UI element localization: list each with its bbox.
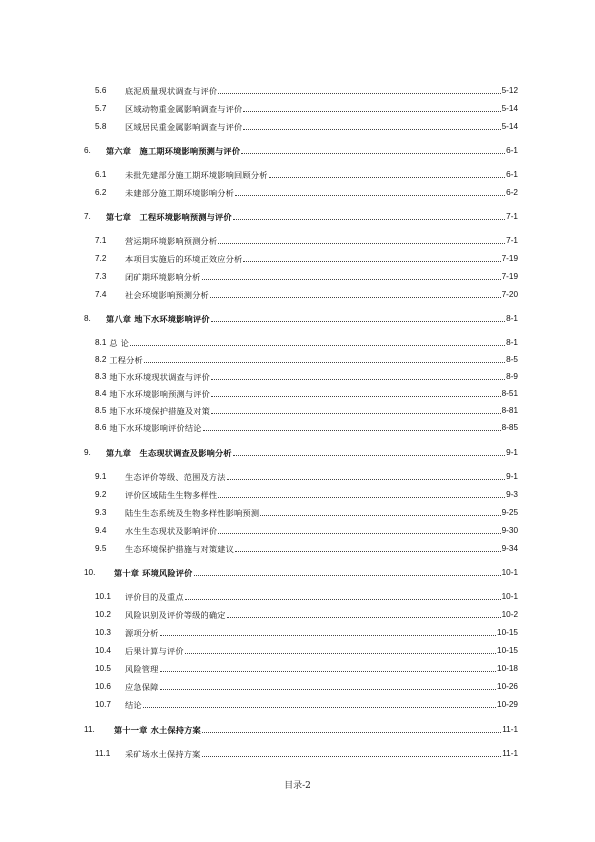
dot-leader (218, 92, 500, 94)
dot-leader (211, 320, 505, 322)
toc-entry-8-3[interactable] (84, 368, 518, 382)
dot-leader (210, 296, 501, 298)
toc-chapter-11[interactable] (84, 721, 518, 735)
dot-leader (218, 496, 505, 498)
toc-entry-11-1[interactable] (84, 745, 518, 759)
entry-number: 7.2 (95, 254, 107, 263)
entry-page: 10-1 (501, 592, 518, 601)
entry-number: 8.2 (95, 355, 107, 364)
toc-entry-9-4[interactable] (84, 522, 518, 536)
entry-page: 7-20 (501, 290, 518, 299)
toc-entry-10-1[interactable] (84, 588, 518, 602)
entry-title: 总 论 (109, 338, 129, 348)
dot-leader (233, 218, 505, 220)
chapter-title: 第九章 生态现状调查及影响分析 (106, 448, 232, 458)
entry-page: 8-1 (506, 314, 518, 323)
chapter-title: 第十章 环境风险评价 (114, 568, 193, 578)
dot-leader (160, 634, 496, 636)
toc-entry-10-3[interactable] (84, 624, 518, 638)
entry-page: 5-14 (501, 122, 518, 131)
toc-entry-9-5[interactable] (84, 540, 518, 554)
toc-chapter-6[interactable] (84, 142, 518, 156)
entry-number: 7.4 (95, 290, 107, 299)
entry-number: 9.4 (95, 526, 107, 535)
entry-number: 6.1 (95, 170, 107, 179)
entry-title: 社会环境影响预测分析 (125, 290, 209, 300)
toc-entry-8-5[interactable] (84, 402, 518, 416)
entry-title: 工程分析 (109, 355, 143, 365)
entry-page: 7-1 (506, 212, 518, 221)
dot-leader (160, 688, 496, 690)
dot-leader (269, 176, 506, 178)
dot-leader (202, 731, 501, 733)
entry-page: 11-1 (502, 749, 518, 758)
entry-number: 10.5 (95, 664, 111, 673)
entry-number: 8.4 (95, 389, 107, 398)
entry-title: 应急保障 (125, 682, 159, 692)
entry-title: 地下水环境影响预测与评价 (109, 389, 211, 399)
entry-page: 10-15 (497, 628, 518, 637)
entry-number: 8.1 (95, 338, 107, 347)
toc-entry-8-2[interactable] (84, 351, 518, 365)
toc-entry-5-6[interactable] (84, 82, 518, 96)
entry-number: 7.1 (95, 236, 107, 245)
entry-number: 11.1 (95, 749, 111, 758)
toc-chapter-7[interactable] (84, 208, 518, 222)
chapter-number: 9. (84, 448, 91, 457)
dot-leader (211, 378, 505, 380)
entry-page: 7-1 (506, 236, 518, 245)
entry-page: 7-19 (501, 272, 518, 281)
entry-page: 8-81 (501, 406, 518, 415)
entry-page: 9-30 (501, 526, 518, 535)
entry-number: 10.7 (95, 700, 111, 709)
entry-number: 10.4 (95, 646, 111, 655)
entry-title: 底泥质量现状调查与评价 (125, 86, 218, 96)
entry-title: 本项目实施后的环境正效应分析 (125, 254, 243, 264)
dot-leader (227, 478, 506, 480)
dot-leader (211, 412, 501, 414)
toc-entry-8-4[interactable] (84, 385, 518, 399)
entry-number: 10.6 (95, 682, 111, 691)
entry-page: 8-51 (501, 389, 518, 398)
entry-number: 10.2 (95, 610, 111, 619)
entry-title: 评价目的及重点 (125, 592, 184, 602)
entry-title: 水生生态现状及影响评价 (125, 526, 218, 536)
dot-leader (194, 574, 501, 576)
entry-number: 9.2 (95, 490, 107, 499)
entry-number: 8.5 (95, 406, 107, 415)
entry-page: 6-1 (506, 170, 518, 179)
entry-number: 8.6 (95, 423, 107, 432)
dot-leader (144, 361, 505, 363)
toc-entry-7-4[interactable] (84, 286, 518, 300)
entry-page: 9-1 (506, 472, 518, 481)
dot-leader (235, 194, 505, 196)
entry-page: 8-9 (506, 372, 518, 381)
page-footer: 目录-2 (284, 781, 311, 791)
chapter-number: 8. (84, 314, 91, 323)
entry-number: 5.7 (95, 104, 107, 113)
entry-title: 陆生生态系统及生物多样性影响预测 (125, 508, 260, 518)
toc-chapter-9[interactable] (84, 444, 518, 458)
entry-page: 10-18 (497, 664, 518, 673)
entry-title: 未建部分施工期环境影响分析 (125, 188, 235, 198)
entry-page: 5-14 (501, 104, 518, 113)
entry-page: 10-29 (497, 700, 518, 709)
dot-leader (218, 242, 505, 244)
entry-page: 8-1 (506, 338, 518, 347)
dot-leader (202, 755, 502, 757)
chapter-title: 第十一章 水土保持方案 (114, 725, 201, 735)
entry-number: 6.2 (95, 188, 107, 197)
entry-page: 9-3 (506, 490, 518, 499)
toc-entry-8-1[interactable] (84, 334, 518, 348)
entry-number: 9.3 (95, 508, 107, 517)
dot-leader (235, 550, 501, 552)
chapter-title: 第六章 施工期环境影响预测与评价 (106, 146, 241, 156)
entry-number: 10.3 (95, 628, 111, 637)
entry-page: 11-1 (502, 725, 518, 734)
toc-chapter-8[interactable] (84, 310, 518, 324)
toc-entry-9-2[interactable] (84, 486, 518, 500)
entry-page: 10-26 (497, 682, 518, 691)
dot-leader (243, 110, 500, 112)
toc-entry-7-2[interactable] (84, 250, 518, 264)
entry-page: 10-1 (501, 568, 518, 577)
entry-number: 10.1 (95, 592, 111, 601)
toc-entry-7-3[interactable] (84, 268, 518, 282)
toc-entry-10-7[interactable] (84, 696, 518, 710)
dot-leader (218, 532, 500, 534)
entry-title: 未批先建部分施工期环境影响回顾分析 (125, 170, 268, 180)
toc-chapter-10[interactable] (84, 564, 518, 578)
entry-page: 10-15 (497, 646, 518, 655)
entry-page: 5-12 (501, 86, 518, 95)
dot-leader (185, 598, 501, 600)
dot-leader (211, 395, 501, 397)
entry-number: 5.8 (95, 122, 107, 131)
dot-leader (160, 670, 496, 672)
chapter-number: 6. (84, 146, 91, 155)
entry-number: 5.6 (95, 86, 107, 95)
entry-title: 风险识别及评价等级的确定 (125, 610, 226, 620)
entry-number: 7.3 (95, 272, 107, 281)
entry-number: 9.5 (95, 544, 107, 553)
dot-leader (143, 706, 496, 708)
entry-page: 9-34 (501, 544, 518, 553)
entry-title: 风险管理 (125, 664, 159, 674)
toc-entry-10-5[interactable] (84, 660, 518, 674)
entry-title: 地下水环境保护措施及对策 (109, 406, 211, 416)
entry-page: 10-2 (501, 610, 518, 619)
toc-entry-10-6[interactable] (84, 678, 518, 692)
entry-page: 9-25 (501, 508, 518, 517)
entry-title: 区域动物重金属影响调查与评价 (125, 104, 243, 114)
toc-entry-9-1[interactable] (84, 468, 518, 482)
toc-entry-10-4[interactable] (84, 642, 518, 656)
entry-page: 6-2 (506, 188, 518, 197)
dot-leader (185, 652, 496, 654)
entry-title: 后果计算与评价 (125, 646, 184, 656)
entry-title: 生态环境保护措施与对策建议 (125, 544, 235, 554)
entry-title: 结论 (125, 700, 142, 710)
toc-entry-6-2[interactable] (84, 184, 518, 198)
entry-page: 8-85 (501, 423, 518, 432)
toc-entry-5-7[interactable] (84, 100, 518, 114)
entry-page: 8-5 (506, 355, 518, 364)
toc-entry-7-1[interactable] (84, 232, 518, 246)
entry-number: 8.3 (95, 372, 107, 381)
toc-entry-10-2[interactable] (84, 606, 518, 620)
entry-title: 营运期环境影响预测分析 (125, 236, 218, 246)
entry-title: 采矿场水土保持方案 (125, 749, 201, 759)
chapter-number: 10. (84, 568, 96, 577)
entry-page: 9-1 (506, 448, 518, 457)
entry-title: 源项分析 (125, 628, 159, 638)
chapter-title: 第八章 地下水环境影响评价 (106, 314, 210, 324)
toc-entry-6-1[interactable] (84, 166, 518, 180)
toc-entry-8-6[interactable] (84, 419, 518, 433)
chapter-title: 第七章 工程环境影响预测与评价 (106, 212, 232, 222)
dot-leader (260, 514, 500, 516)
dot-leader (243, 260, 500, 262)
dot-leader (203, 429, 501, 431)
entry-page: 6-1 (506, 146, 518, 155)
entry-title: 地下水环境影响评价结论 (109, 423, 202, 433)
dot-leader (202, 278, 501, 280)
dot-leader (243, 128, 500, 130)
dot-leader (241, 152, 505, 154)
dot-leader (227, 616, 501, 618)
dot-leader (233, 454, 505, 456)
entry-title: 生态评价等级、范围及方法 (125, 472, 226, 482)
chapter-number: 7. (84, 212, 91, 221)
entry-number: 9.1 (95, 472, 107, 481)
entry-page: 7-19 (501, 254, 518, 263)
entry-title: 闭矿期环境影响分析 (125, 272, 201, 282)
chapter-number: 11. (84, 725, 95, 734)
entry-title: 评价区域陆生生物多样性 (125, 490, 218, 500)
dot-leader (130, 344, 505, 346)
entry-title: 区域居民重金属影响调查与评价 (125, 122, 243, 132)
toc-entry-9-3[interactable] (84, 504, 518, 518)
entry-title: 地下水环境现状调查与评价 (109, 372, 211, 382)
toc-entry-5-8[interactable] (84, 118, 518, 132)
